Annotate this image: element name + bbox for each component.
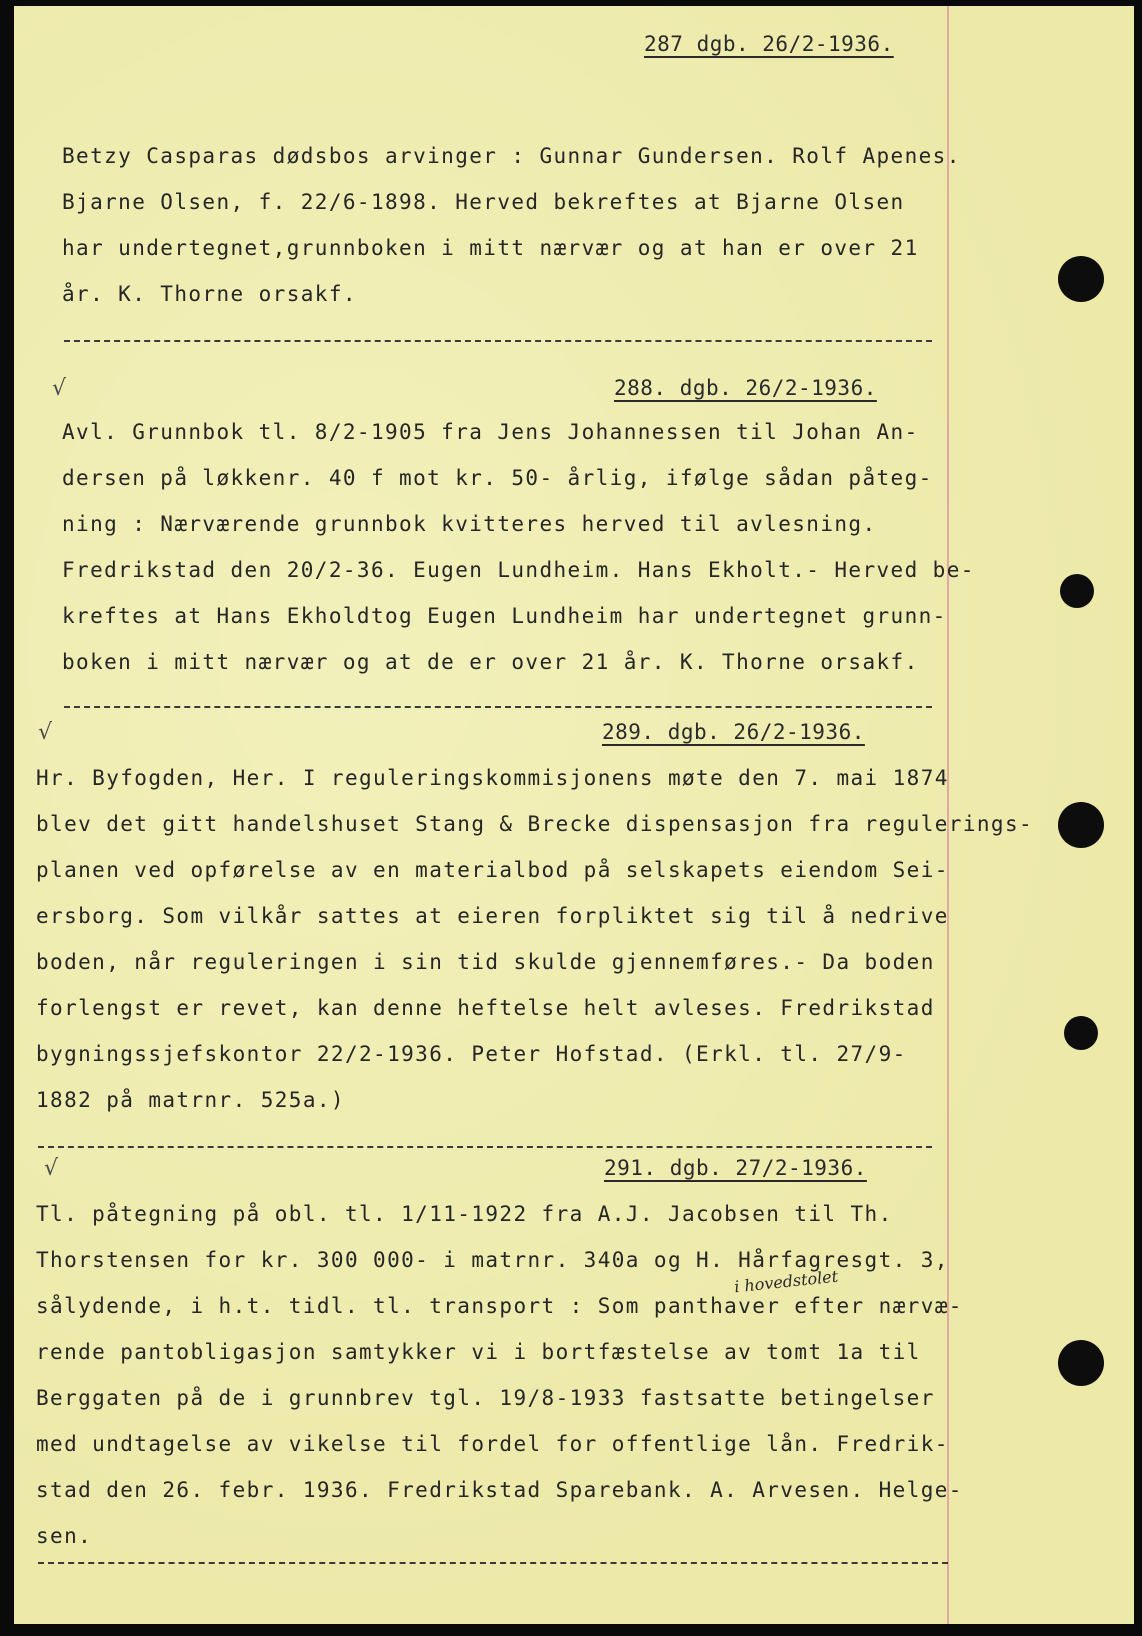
- text-line: boden, når reguleringen i sin tid skulde gjennemføres.- Da boden: [36, 950, 935, 974]
- margin-check-mark: √: [52, 376, 67, 401]
- text-line: kreftes at Hans Ekholdtog Eugen Lundheim har undertegnet grunn-: [62, 604, 947, 628]
- entry-separator: [38, 1146, 932, 1148]
- text-line: planen ved opførelse av en materialbod på selskapets eiendom Sei-: [36, 858, 949, 882]
- text-line: år. K. Thorne orsakf.: [62, 282, 357, 306]
- handwritten-insert: i hovedstolet: [733, 1266, 839, 1297]
- text-line: bygningssjefskontor 22/2-1936. Peter Hofstad. (Erkl. tl. 27/9-: [36, 1042, 907, 1066]
- punch-hole: [1060, 574, 1094, 608]
- text-line: med undtagelse av vikelse til fordel for offentlige lån. Fredrik-: [36, 1432, 949, 1456]
- margin-check-mark: √: [44, 1156, 59, 1181]
- page-header: 287 dgb. 26/2-1936.: [644, 32, 894, 56]
- punch-hole: [1058, 802, 1104, 848]
- entry-separator: [64, 706, 932, 708]
- text-line: forlengst er revet, kan denne heftelse helt avleses. Fredrikstad: [36, 996, 935, 1020]
- entry-separator: [64, 340, 932, 342]
- punch-hole: [1058, 256, 1104, 302]
- text-line: ersborg. Som vilkår sattes at eieren forpliktet sig til å nedrive: [36, 904, 949, 928]
- text-line: Thorstensen for kr. 300 000- i matrnr. 340a og H. Hårfagresgt. 3,: [36, 1248, 949, 1272]
- text-line: dersen på løkkenr. 40 f mot kr. 50- årlig, ifølge sådan påteg-: [62, 466, 933, 490]
- text-line: Bjarne Olsen, f. 22/6-1898. Herved bekreftes at Bjarne Olsen: [62, 190, 905, 214]
- entry-separator: [38, 1562, 948, 1564]
- text-line: rende pantobligasjon samtykker vi i bortfæstelse av tomt 1a til: [36, 1340, 921, 1364]
- text-line: blev det gitt handelshuset Stang & Brecke dispensasjon fra regulerings-: [36, 812, 1034, 836]
- entry-header: 289. dgb. 26/2-1936.: [602, 720, 865, 744]
- punch-hole: [1058, 1340, 1104, 1386]
- text-line: Berggaten på de i grunnbrev tgl. 19/8-1933 fastsatte betingelser: [36, 1386, 935, 1410]
- text-line: sålydende, i h.t. tidl. tl. transport : Som panthaver efter nærvæ-: [36, 1294, 963, 1318]
- document-page: [14, 6, 1134, 1624]
- text-line: 1882 på matrnr. 525a.): [36, 1088, 345, 1112]
- text-line: har undertegnet,grunnboken i mitt nærvær og at han er over 21: [62, 236, 919, 260]
- text-line: sen.: [36, 1524, 93, 1548]
- text-line: Avl. Grunnbok tl. 8/2-1905 fra Jens Johannessen til Johan An-: [62, 420, 919, 444]
- entry-header: 291. dgb. 27/2-1936.: [604, 1156, 867, 1180]
- text-line: stad den 26. febr. 1936. Fredrikstad Sparebank. A. Arvesen. Helge-: [36, 1478, 963, 1502]
- entry-header: 288. dgb. 26/2-1936.: [614, 376, 877, 400]
- text-line: Hr. Byfogden, Her. I reguleringskommisjonens møte den 7. mai 1874: [36, 766, 949, 790]
- text-line: Betzy Casparas dødsbos arvinger : Gunnar Gundersen. Rolf Apenes.: [62, 144, 961, 168]
- text-line: boken i mitt nærvær og at de er over 21 år. K. Thorne orsakf.: [62, 650, 919, 674]
- punch-hole: [1064, 1016, 1098, 1050]
- text-line: Fredrikstad den 20/2-36. Eugen Lundheim. Hans Ekholt.- Herved be-: [62, 558, 975, 582]
- margin-check-mark: √: [38, 720, 53, 745]
- text-line: ning : Nærværende grunnbok kvitteres herved til avlesning.: [62, 512, 877, 536]
- text-line: Tl. påtegning på obl. tl. 1/11-1922 fra A.J. Jacobsen til Th.: [36, 1202, 893, 1226]
